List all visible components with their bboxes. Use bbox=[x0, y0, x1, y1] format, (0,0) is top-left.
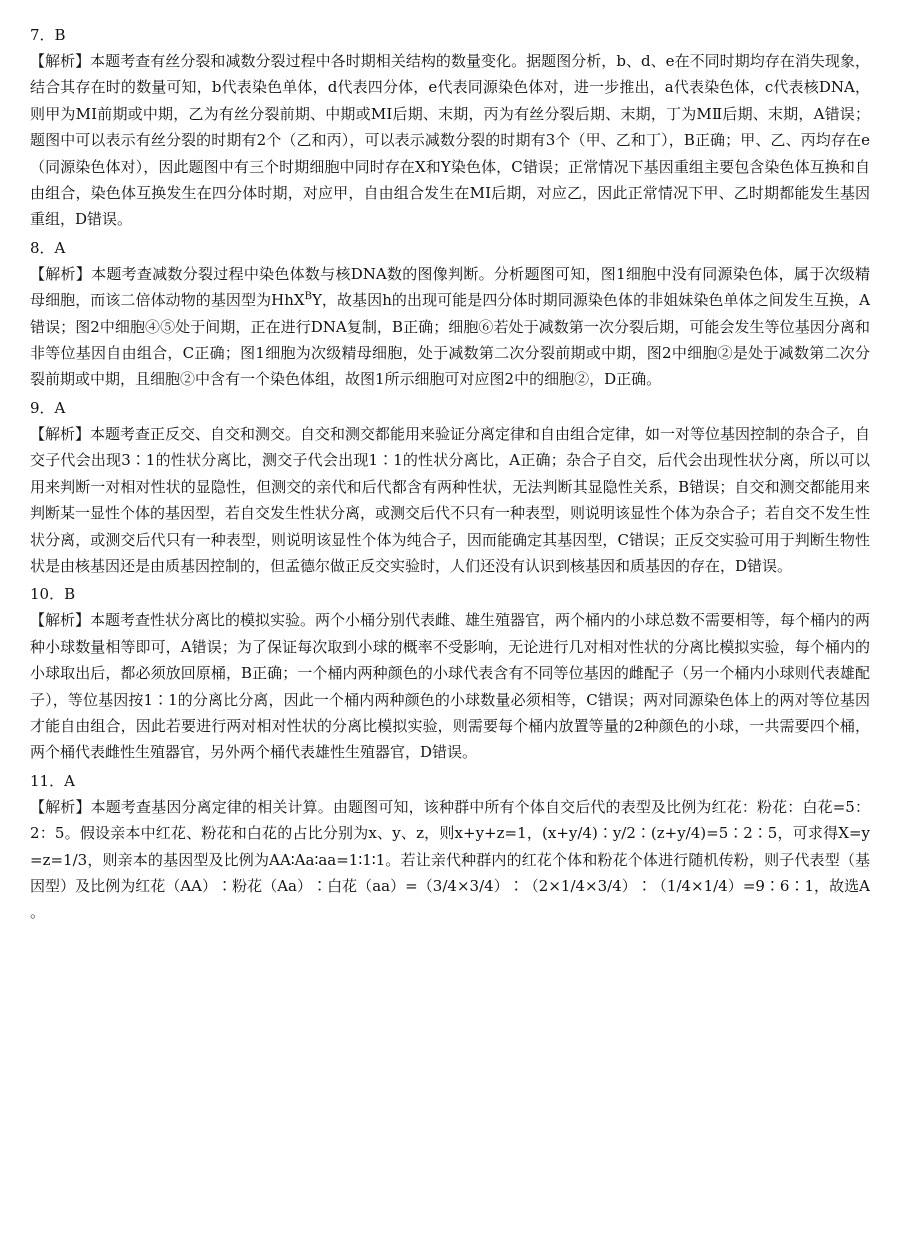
question-9-analysis: 【解析】本题考查正反交、自交和测交。自交和测交都能用来验证分离定律和自由组合定律，如一对等位基因控制的杂合子，自交子代会出现3∶1的性状分离比，测交子代会出现1∶1的性状分离比，A正确；杂合子自交，后代会出现性状分离，所以可以用来判断一对相对性状的显隐性，但测交的亲代和后代都含有两种性状，无法判断其显隐性关系，B错误；自交和测交都能用来判断某一显性个体的基因型，若自交发生性状分离，或测交后代不只有一种表型，则说明该显性个体为杂合子；若自交不发生性状分离，或测交后代只有一种表型，则说明该显性个体为纯合子，因而能确定其基因型，C错误；正反交实验可用于判断生物性状是由核基因还是由质基因控制的，但孟德尔做正反交实验时，人们还没有认识到核基因和质基因的存在，D错误。 bbox=[30, 424, 871, 575]
question-10-answer: 10．B bbox=[30, 585, 76, 604]
question-8-answer: 8．A bbox=[30, 238, 66, 257]
question-8-analysis bbox=[30, 261, 870, 393]
question-7-answer: 7．B bbox=[30, 26, 66, 44]
genotype-superscript: B bbox=[304, 291, 312, 303]
question-10-analysis: 【解析】本题考查性状分离比的模拟实验。两个小桶分别代表雌、雄生殖器官，两个桶内的小球总数不需要相等，每个桶内的两种小球数量相等即可，A错误；为了保证每次取到小球的概率不受影响，无论进行几对相对性状的分离比模拟实验，每个桶内的小球取出后，都必须放回原桶，B正确；一个桶内两种颜色的小球代表含有不同等位基因的雌配子（另一个桶内小球则代表雄配子），等位基因按1∶1的分离比分离，因此一个桶内两种颜色的小球数量必须相等，C错误；两对同源染色体上的两对等位基因才能自由组合，因此若要进行两对相对性状的分离比模拟实验，则需要每个桶内放置等量的2种颜色的小球，一共需要四个桶，两个桶代表雌性生殖器官，另外两个桶代表雄性生殖器官，D错误。 bbox=[30, 611, 871, 762]
question-9-answer: 9．A bbox=[30, 398, 66, 417]
question-11-analysis: 【解析】本题考查基因分离定律的相关计算。由题图可知，该种群中所有个体自交后代的表型及比例为红花：粉花：白花=5：2：5。假设亲本中红花、粉花和白花的占比分别为x、y、z，则x+y+z=1，(x+y/4)∶y/2∶(z+y/4)=5∶2∶5，可求得X=y=z=1/3，则亲本的基因型及比例为AA∶Aa∶aa=1∶1∶1。若让亲代种群内的红花个体和粉花个体进行随机传粉，则子代表型（基因型）及比例为红花（AA）∶粉花（Aa）∶白花（aa）=（3/4×3/4）∶（2×1/4×3/4）∶（1/4×1/4）=9∶6∶1，故选A。 bbox=[30, 797, 870, 922]
question-8-analysis-part2: Y，故基因h的出现可能是四分体时期同源染色体的非姐妹染色单体之间发生互换，A错误；图2中细胞④⑤处于间期，正在进行DNA复制，B正确；细胞⑥若处于减数第一次分裂后期，可能会发生等位基因分离和非等位基因自由组合，C正确；图1细胞为次级精母细胞，处于减数第二次分裂前期或中期，图2中细胞②是处于减数第二次分裂前期或中期，且细胞②中含有一个染色体组，故图1所示细胞可对应图2中的细胞②，D正确。 bbox=[30, 291, 870, 389]
question-7-analysis: 【解析】本题考查有丝分裂和减数分裂过程中各时期相关结构的数量变化。据题图分析，b、d、e在不同时期均存在消失现象，结合其存在时的数量可知，b代表染色单体，d代表四分体，e代表同源染色体对，进一步推出，a代表染色体，c代表核DNA，则甲为MⅠ前期或中期，乙为有丝分裂前期、中期或MⅠ后期、末期，丙为有丝分裂后期、末期，丁为MⅡ后期、末期，A错误；题图中可以表示有丝分裂的时期有2个（乙和丙），可以表示减数分裂的时期有3个（甲、乙和丁），B正确；甲、乙、丙均存在e（同源染色体对），因此题图中有三个时期细胞中同时存在X和Y染色体，C错误；正常情况下基因重组主要包含染色体互换和自由组合，染色体互换发生在四分体时期，对应甲，自由组合发生在MⅠ后期，对应乙，因此正常情况下甲、乙时期都能发生基因重组，D错误。 bbox=[30, 52, 870, 229]
question-11-answer: 11．A bbox=[30, 771, 75, 790]
question-8-analysis-part1: 【解析】本题考查减数分裂过程中染色体数与核DNA数的图像判断。分析题图可知，图1细胞中没有同源染色体，属于次级精母细胞，而该二倍体动物的基因型为HhX bbox=[30, 264, 870, 310]
